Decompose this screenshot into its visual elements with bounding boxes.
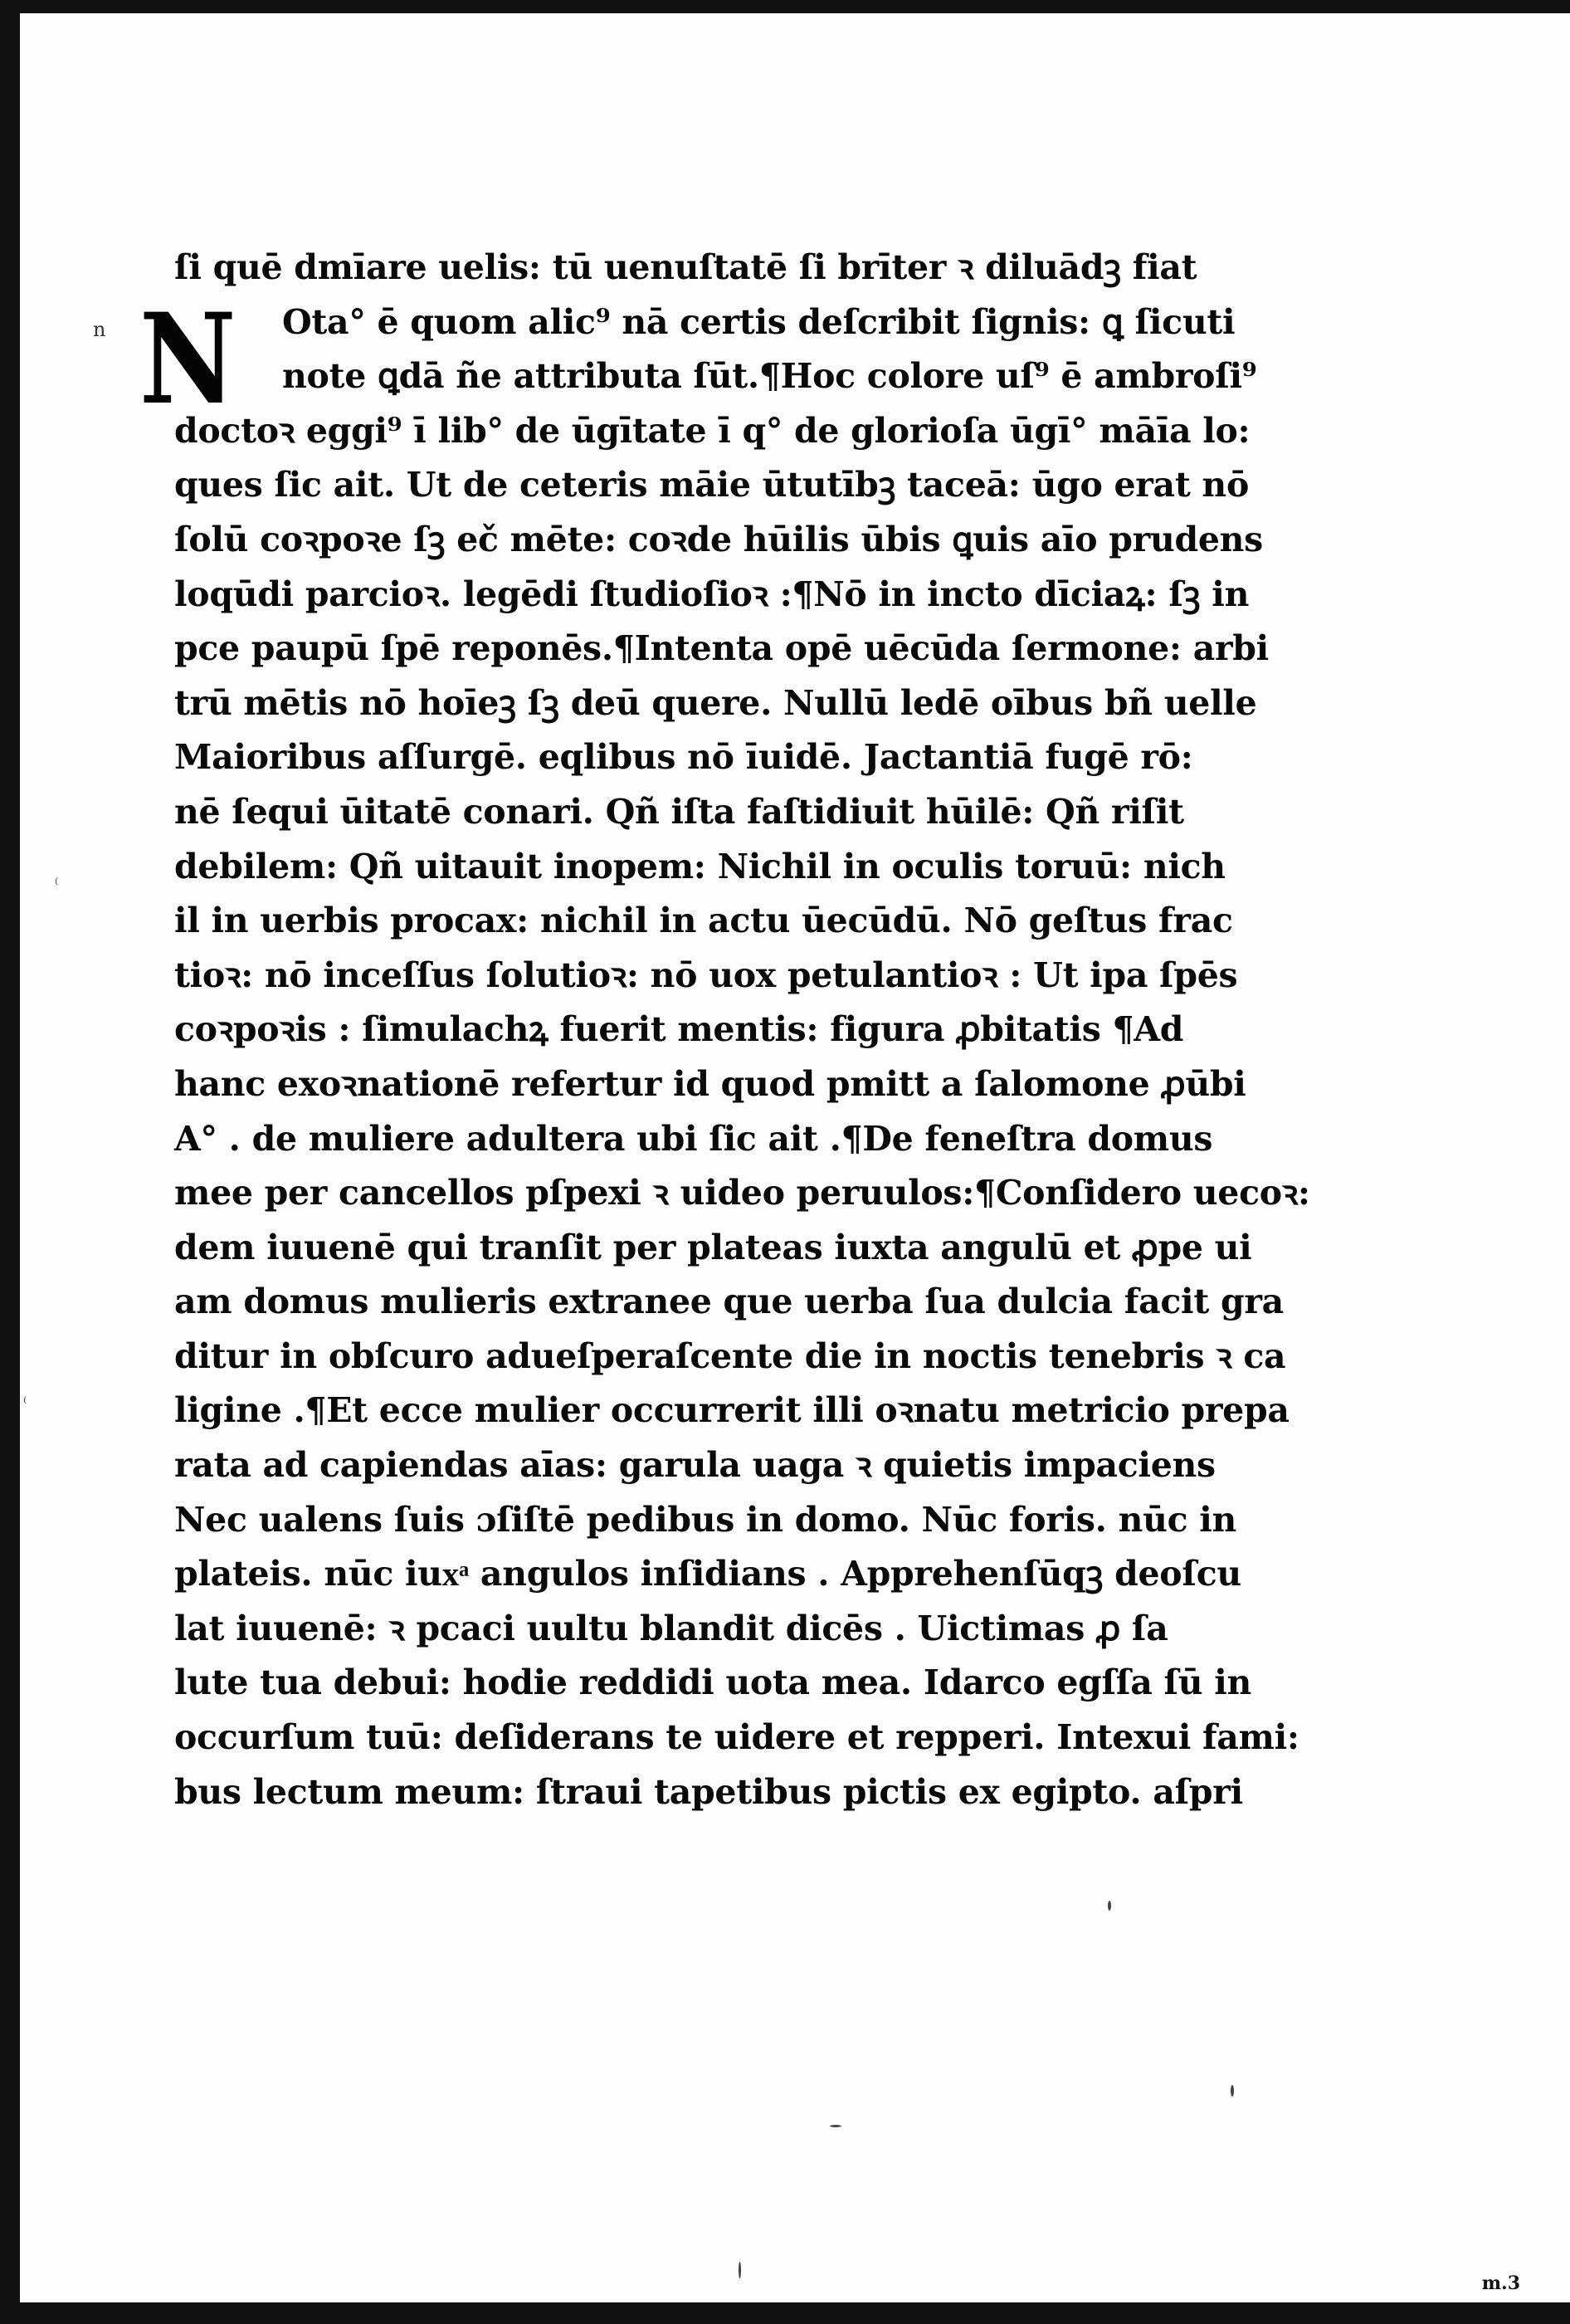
signature-mark: m.3 <box>1481 2273 1520 2294</box>
text-line: pce paupū ſpē reponēs.¶Intenta opē uēcūda ſermone: arbi <box>174 628 1269 669</box>
scan-bottom-edge <box>0 2302 1570 2324</box>
text-line: Nec ualens ſuis ɔſiſtē pedibus in domo. Nūc foris. nūc in <box>174 1499 1237 1540</box>
text-line: doctoꝛ eggi⁹ ī lib° de ūgītate ī q° de glorioſa ūgī° māīa lo: <box>174 410 1251 451</box>
drop-cap-initial: N <box>139 286 236 432</box>
margin-speck: ⁽ <box>55 876 59 893</box>
text-line: ligine .¶Et ecce mulier occurrerit illi oꝛnatu metricio prepa <box>174 1390 1290 1431</box>
margin-speck: ⁽ <box>23 1394 27 1412</box>
text-line: debilem: Qñ uitauit inopem: Nichil in oculis toruū: nich <box>174 846 1226 886</box>
text-line: Maioribus aſſurgē. eqlibus nō īuidē. Jactantiā fugē rō: <box>174 737 1193 778</box>
guide-letter: n <box>93 318 106 341</box>
scan-left-edge <box>0 0 20 2324</box>
text-line: hanc exoꝛnationē refertur id quod pmitt a ſalomone ꝓūbi <box>174 1063 1246 1104</box>
ink-speck <box>739 2262 741 2278</box>
ink-speck <box>1108 1901 1111 1911</box>
text-line: il in uerbis procax: nichil in actu ūecūdū. Nō geſtus frac <box>174 901 1233 941</box>
text-line: dem iuuenē qui tranſit per plateas iuxta angulū et ꝓpe ui <box>174 1227 1252 1267</box>
text-line: lute tua debui: hodie reddidi uota mea. Idarco egſſa ſū in <box>174 1662 1252 1703</box>
ink-speck <box>830 2125 841 2127</box>
text-line: am domus mulieris extranee que uerba ſua dulcia facit gra <box>174 1282 1284 1322</box>
text-line: Ota° ē quom alic⁹ nā certis deſcribit ſignis: ꝗ ſicuti <box>282 301 1236 342</box>
text-line: rata ad capiendas aīas: garula uaga ꝛ quietis impaciens <box>174 1445 1216 1486</box>
text-line: bus lectum meum: ſtraui tapetibus pictis ex egipto. aſpri <box>174 1771 1243 1812</box>
text-line: loqūdi parcioꝛ. legēdi ſtudioſioꝛ :¶Nō in incto dīciaꝝ: ſꝫ in <box>174 574 1250 614</box>
text-line: coꝛpoꝛis : ſimulachꝝ fuerit mentis: figura ꝓbitatis ¶Ad <box>174 1009 1184 1050</box>
text-line: note ꝗdā ñe attributa ſūt.¶Hoc colore uſ⁹ ē ambroſi⁹ <box>282 356 1257 397</box>
text-line: ſi quē dmīare uelis: tū uenuſtatē ſi brīter ꝛ diluādꝫ fiat <box>174 247 1197 287</box>
text-line: A° . de muliere adultera ubi ſic ait .¶De feneſtra domus <box>174 1118 1213 1159</box>
text-line: ques ſic ait. Ut de ceteris māie ūtutībꝫ taceā: ūgo erat nō <box>174 465 1249 505</box>
text-line: tioꝛ: nō inceſſus ſolutioꝛ: nō uox petulantioꝛ : Ut ipa ſpēs <box>174 954 1238 995</box>
text-line: nē ſequi ūitatē conari. Qñ iſta faſtidiuit hūilē: Qñ riſit <box>174 791 1184 832</box>
scan-top-edge <box>0 0 1570 13</box>
body-text <box>174 241 1310 1819</box>
text-line: trū mētis nō hoīeꝫ ſꝫ deū quere. Nullū ledē oībus bñ uelle <box>174 682 1257 723</box>
text-line: occurſum tuū: deſiderans te uidere et repperi. Intexui fami: <box>174 1717 1299 1758</box>
text-line: ſolū coꝛpoꝛe ſꝫ eč mēte: coꝛde hūilis ūbis ꝗuis aīo prudens <box>174 519 1263 559</box>
text-line: lat iuuenē: ꝛ pcaci uultu blandit dicēs . Uictimas ꝓ ſa <box>174 1608 1168 1648</box>
text-line: mee per cancellos pſpexi ꝛ uideo peruulos:¶Conſidero uecoꝛ: <box>174 1173 1310 1213</box>
text-line: plateis. nūc iuxͣ angulos inſidians . Apprehenſūqꝫ deoſcu <box>174 1554 1241 1594</box>
ink-speck <box>1231 2085 1234 2097</box>
text-line: ditur in obſcuro adueſperaſcente die in noctis tenebris ꝛ ca <box>174 1335 1286 1376</box>
